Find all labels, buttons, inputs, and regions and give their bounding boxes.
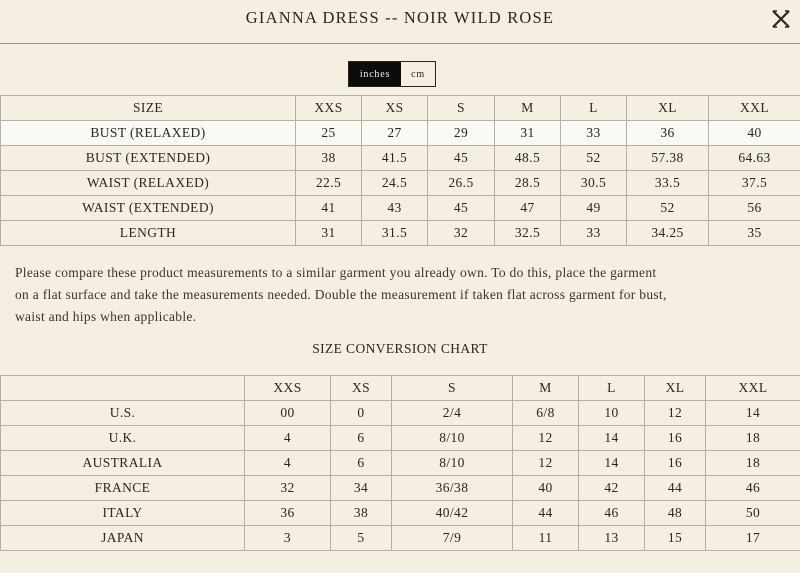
table-cell: 41.5 [362,146,428,171]
row-label: JAPAN [1,526,245,551]
note-line: Please compare these product measurements to a similar garment you already own. To do this, place the garment [15,265,657,280]
table-cell: 18 [706,426,800,451]
row-label: BUST (RELAXED) [1,121,296,146]
table-cell: 33 [561,121,627,146]
table-cell: 33 [561,221,627,246]
table-cell: 41 [296,196,362,221]
unit-toggle [348,61,436,87]
table-header-cell: XXL [709,96,800,121]
table-header-cell: L [561,96,627,121]
table-cell: 8/10 [392,451,513,476]
close-button[interactable] [770,8,792,30]
row-label: ITALY [1,501,245,526]
table-cell: 16 [645,451,706,476]
table-header-cell [1,376,245,401]
table-header-cell: S [428,96,495,121]
table-cell: 6 [331,426,392,451]
row-label: U.K. [1,426,245,451]
table-cell: 46 [579,501,645,526]
table-cell: 14 [579,426,645,451]
table-cell: 38 [296,146,362,171]
table-cell: 0 [331,401,392,426]
conversion-table [0,375,800,551]
table-cell: 7/9 [392,526,513,551]
table-cell: 5 [331,526,392,551]
table-header-cell: XL [627,96,709,121]
table-cell: 57.38 [627,146,709,171]
table-header-row [1,376,800,401]
table-row [1,501,800,526]
table-cell: 13 [579,526,645,551]
table-row [1,401,800,426]
table-cell: 33.5 [627,171,709,196]
table-row [1,121,800,146]
table-header-cell: XS [331,376,392,401]
table-cell: 32 [245,476,331,501]
conversion-title: SIZE CONVERSION CHART [312,341,488,356]
page-title: GIANNA DRESS -- NOIR WILD ROSE [245,8,555,27]
table-cell: 44 [645,476,706,501]
table-row [1,476,800,501]
table-cell: 24.5 [362,171,428,196]
table-cell: 37.5 [709,171,800,196]
table-cell: 45 [428,196,495,221]
table-cell: 35 [709,221,800,246]
table-cell: 34.25 [627,221,709,246]
note-line: waist and hips when applicable. [15,309,197,324]
table-cell: 36 [627,121,709,146]
table-cell: 44 [513,501,579,526]
table-header-cell: XL [645,376,706,401]
table-cell: 12 [513,426,579,451]
row-label: LENGTH [1,221,296,246]
table-row [1,451,800,476]
table-header-row [1,96,800,121]
table-cell: 28.5 [495,171,561,196]
table-cell: 43 [362,196,428,221]
note-line: on a flat surface and take the measurements needed. Double the measurement if taken flat across garment for bust, [15,287,667,302]
table-row [1,426,800,451]
table-header-cell: SIZE [1,96,296,121]
table-cell: 49 [561,196,627,221]
table-row [1,171,800,196]
row-label: WAIST (EXTENDED) [1,196,296,221]
table-cell: 11 [513,526,579,551]
row-label: WAIST (RELAXED) [1,171,296,196]
table-row [1,146,800,171]
table-cell: 31 [495,121,561,146]
table-cell: 4 [245,451,331,476]
table-cell: 45 [428,146,495,171]
unit-cm-button[interactable]: cm [411,68,425,80]
table-cell: 00 [245,401,331,426]
table-header-cell: XXS [245,376,331,401]
row-label: AUSTRALIA [1,451,245,476]
table-header-cell: XXL [706,376,800,401]
table-cell: 2/4 [392,401,513,426]
table-cell: 34 [331,476,392,501]
table-header-cell: XXS [296,96,362,121]
measurements-table [0,95,800,246]
table-row [1,526,800,551]
table-cell: 48.5 [495,146,561,171]
table-cell: 22.5 [296,171,362,196]
table-cell: 40 [709,121,800,146]
table-header-cell: L [579,376,645,401]
measurement-note [15,262,785,328]
table-cell: 14 [579,451,645,476]
table-cell: 42 [579,476,645,501]
table-header-cell: M [495,96,561,121]
table-cell: 31 [296,221,362,246]
table-cell: 56 [709,196,800,221]
row-label: U.S. [1,401,245,426]
table-cell: 3 [245,526,331,551]
table-cell: 36 [245,501,331,526]
table-cell: 52 [561,146,627,171]
table-header-cell: M [513,376,579,401]
row-label: BUST (EXTENDED) [1,146,296,171]
table-cell: 40 [513,476,579,501]
table-cell: 10 [579,401,645,426]
unit-inches-button[interactable]: inches [349,62,401,86]
table-cell: 30.5 [561,171,627,196]
table-header-cell: XS [362,96,428,121]
table-cell: 6 [331,451,392,476]
modal-header [0,0,800,44]
table-cell: 36/38 [392,476,513,501]
table-row [1,221,800,246]
table-cell: 40/42 [392,501,513,526]
table-cell: 18 [706,451,800,476]
table-cell: 31.5 [362,221,428,246]
table-cell: 26.5 [428,171,495,196]
table-cell: 27 [362,121,428,146]
table-cell: 50 [706,501,800,526]
table-cell: 52 [627,196,709,221]
table-cell: 12 [513,451,579,476]
table-cell: 38 [331,501,392,526]
table-cell: 47 [495,196,561,221]
table-cell: 15 [645,526,706,551]
table-cell: 25 [296,121,362,146]
table-cell: 64.63 [709,146,800,171]
table-cell: 12 [645,401,706,426]
table-cell: 6/8 [513,401,579,426]
table-cell: 4 [245,426,331,451]
table-cell: 29 [428,121,495,146]
table-row [1,196,800,221]
table-cell: 16 [645,426,706,451]
close-icon [770,8,792,30]
table-header-cell: S [392,376,513,401]
table-cell: 32.5 [495,221,561,246]
table-cell: 46 [706,476,800,501]
table-cell: 32 [428,221,495,246]
table-cell: 14 [706,401,800,426]
table-cell: 48 [645,501,706,526]
row-label: FRANCE [1,476,245,501]
table-cell: 17 [706,526,800,551]
table-cell: 8/10 [392,426,513,451]
